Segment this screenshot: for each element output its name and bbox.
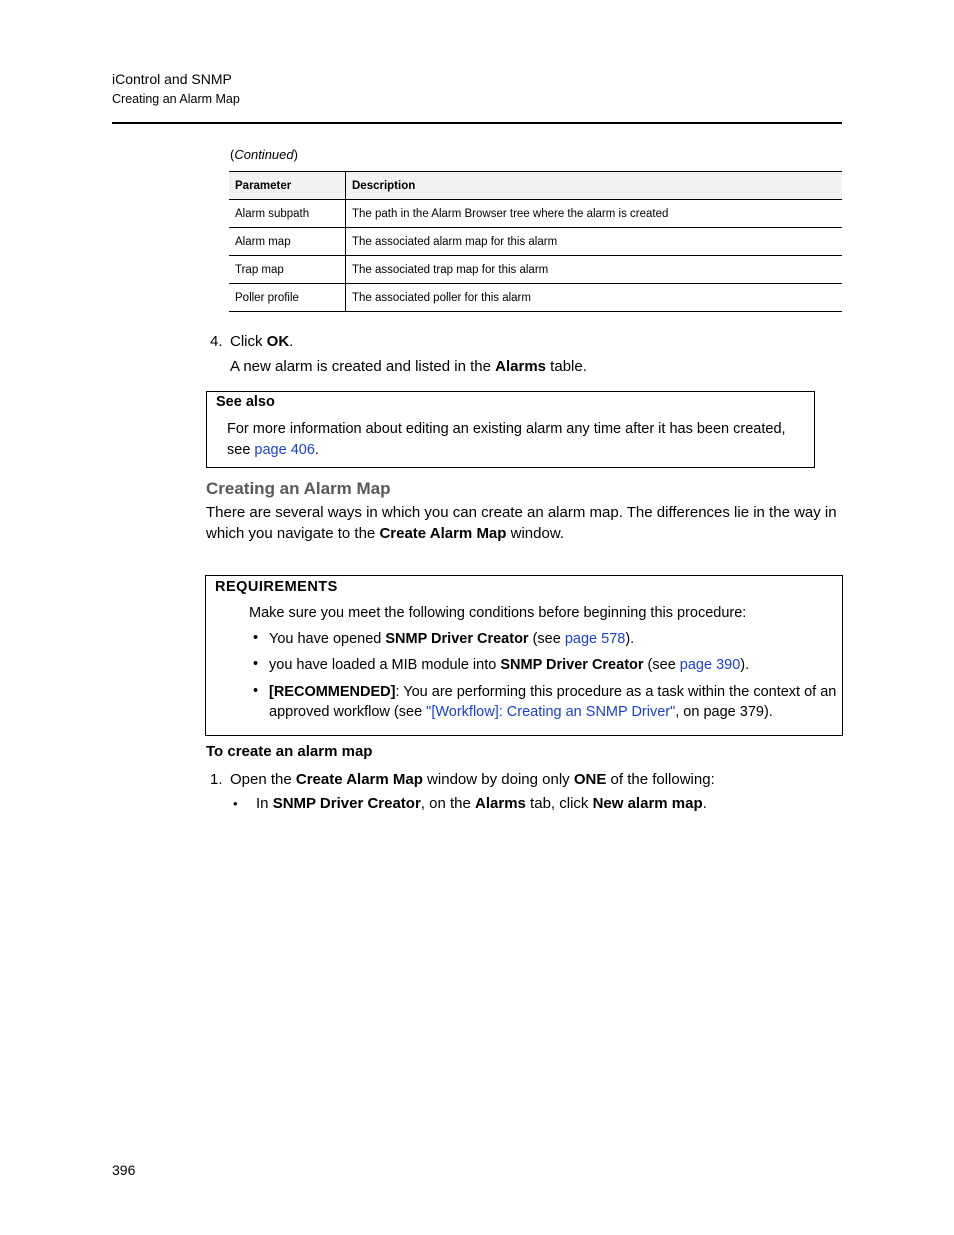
page-578-link[interactable]: page 578 (564, 631, 626, 647)
table-cell: The associated alarm map for this alarm (346, 228, 843, 256)
section-title: Creating an Alarm Map (206, 479, 391, 498)
table-header-row (229, 172, 842, 200)
requirements-title: REQUIREMENTS (215, 579, 338, 595)
procedure-title: To create an alarm map (206, 743, 373, 760)
requirement-item-1: You have opened SNMP Driver Creator (see page 578). (269, 631, 635, 647)
continued-label: (Continued) (230, 147, 298, 162)
procedure-step-1-text: Open the Create Alarm Map window by doing only ONE of the following: (230, 771, 715, 788)
procedure-step-1-number: 1. (210, 771, 223, 788)
step-4-text: Click OK. (230, 333, 294, 350)
bullet-icon: • (253, 630, 259, 646)
table-cell: Trap map (229, 256, 346, 284)
step-4-result: A new alarm is created and listed in the Alarms table. (230, 358, 587, 375)
table-cell: Alarm subpath (229, 200, 346, 228)
section-paragraph: There are several ways in which you can create an alarm map. The differences lie in the way in which you navigate to the Create Alarm Map window. (206, 504, 837, 542)
requirements-box (205, 575, 843, 736)
table-row (229, 228, 842, 256)
table-cell: The associated trap map for this alarm (346, 256, 843, 284)
see-also-title: See also (216, 394, 275, 410)
table-row (229, 284, 842, 312)
see-also-text: For more information about editing an existing alarm any time after it has been created, see page 406. (227, 421, 786, 458)
table-cell: Poller profile (229, 284, 346, 312)
bullet-icon: • (253, 683, 259, 699)
page-number: 396 (112, 1162, 136, 1178)
page-406-link[interactable]: page 406 (254, 442, 315, 458)
header-rule (112, 122, 842, 124)
procedure-substep-1: In SNMP Driver Creator, on the Alarms tab, click New alarm map. (256, 795, 707, 812)
table-cell: Alarm map (229, 228, 346, 256)
column-header-parameter: Parameter (229, 172, 346, 200)
page-390-link[interactable]: page 390 (679, 657, 741, 673)
table-row (229, 256, 842, 284)
bullet-icon: • (233, 796, 238, 811)
requirement-item-3: [RECOMMENDED]: You are performing this procedure as a task within the context of an approved workflow (see "[Workflow]: Creating an SNMP Driver", on page 379). (269, 684, 837, 720)
see-also-box (206, 391, 815, 468)
running-header-subtitle: Creating an Alarm Map (112, 92, 240, 106)
workflow-link[interactable]: "[Workflow]: Creating an SNMP Driver" (426, 704, 676, 720)
requirement-item-2: you have loaded a MIB module into SNMP Driver Creator (see page 390). (269, 657, 750, 673)
running-header-title: iControl and SNMP (112, 71, 232, 87)
column-header-description: Description (346, 172, 843, 200)
parameter-table (229, 171, 842, 312)
table-row (229, 200, 842, 228)
requirements-intro: Make sure you meet the following conditions before beginning this procedure: (249, 605, 747, 621)
step-4-number: 4. (210, 333, 223, 350)
bullet-icon: • (253, 656, 259, 672)
table-cell: The path in the Alarm Browser tree where the alarm is created (346, 200, 843, 228)
table-cell: The associated poller for this alarm (346, 284, 843, 312)
